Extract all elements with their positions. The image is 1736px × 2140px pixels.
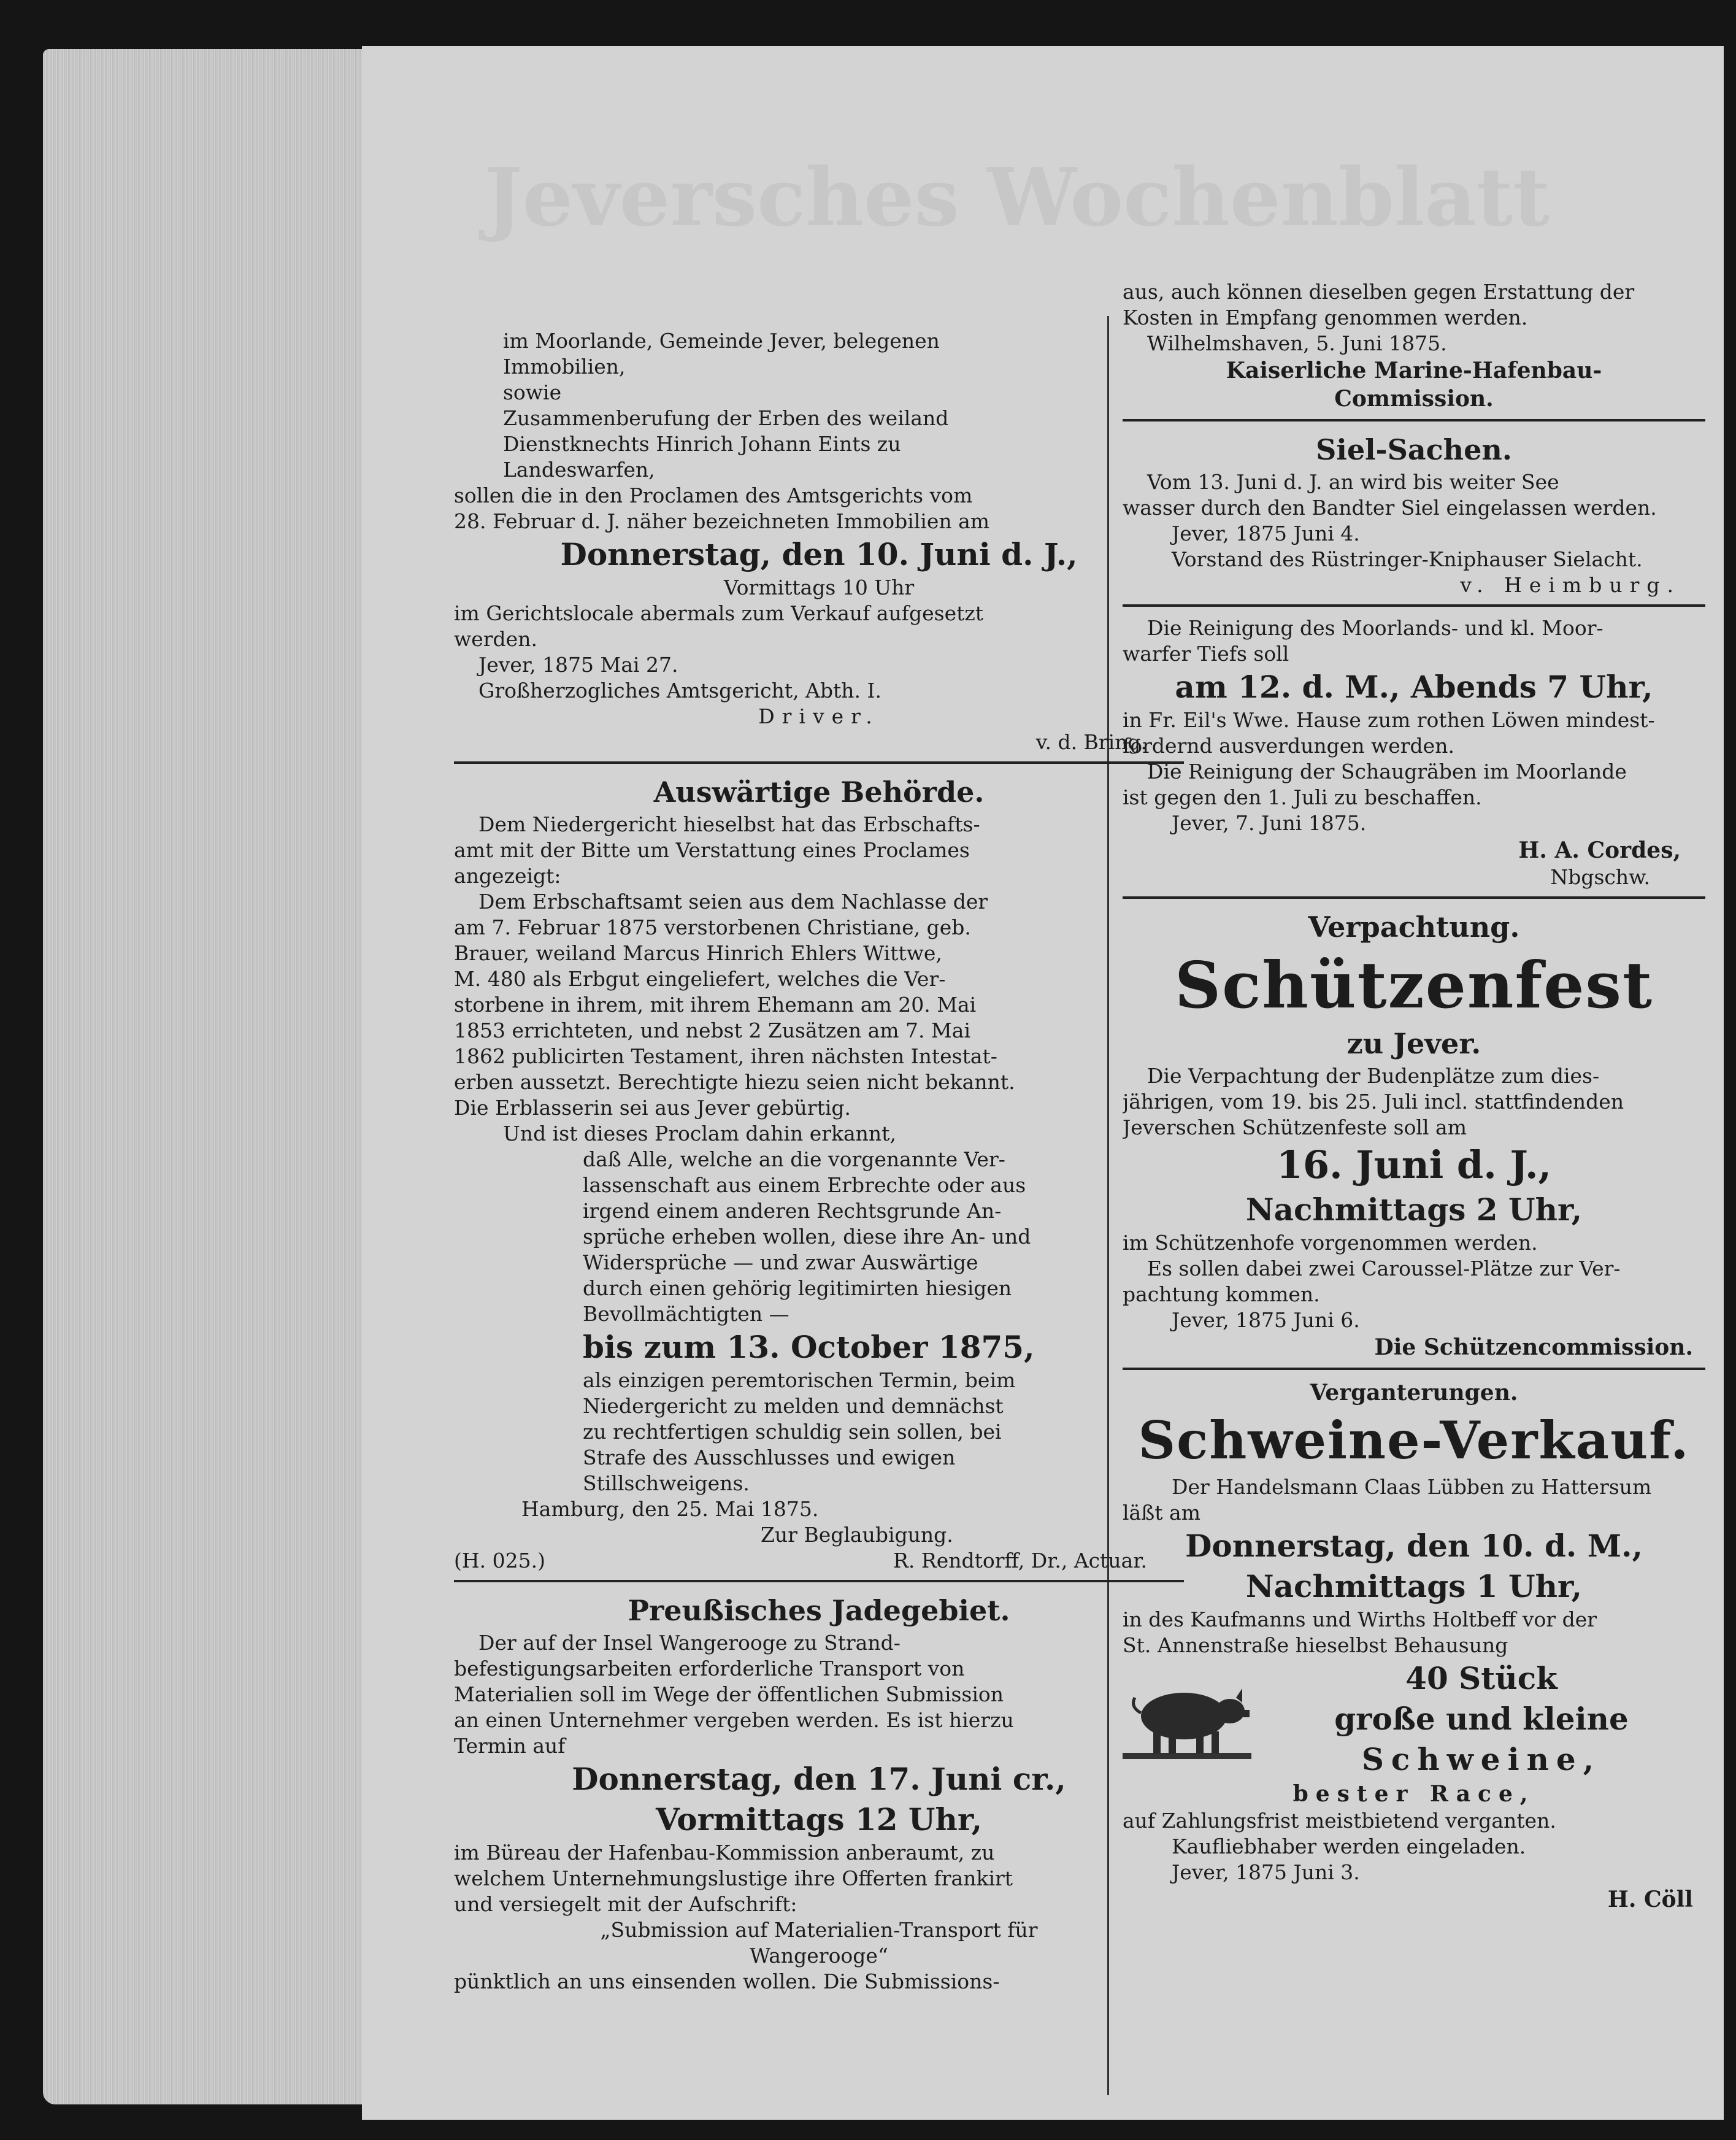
text-line: befestigungsarbeiten erforderliche Transport von (454, 1657, 965, 1680)
signer: Die Schützencommission. (1374, 1334, 1693, 1360)
section-rule (1123, 419, 1705, 421)
text-line: Immobilien, (503, 355, 626, 379)
auction-date: Donnerstag, den 10. Juni d. J., (560, 536, 1078, 572)
text-line: Großherzogliches Amtsgericht, Abth. I. (478, 679, 882, 702)
text-line: Strafe des Ausschlusses und ewigen (583, 1445, 956, 1469)
section-heading: Siel-Sachen. (1316, 433, 1512, 466)
signer-title: Nbgschw. (1550, 865, 1650, 889)
text-line: Dem Niedergericht hieselbst hat das Erbschafts- (478, 812, 980, 836)
text-line: Die Verpachtung der Budenplätze zum dies- (1147, 1064, 1600, 1088)
text-line: angezeigt: (454, 864, 561, 888)
signer: v. Heimburg. (1460, 573, 1681, 597)
text-line: durch einen gehörig legitimirten hiesigen (583, 1276, 1012, 1300)
signer: R. Rendtorff, Dr., Actuar. (893, 1549, 1147, 1572)
text-line: im Gerichtslocale abermals zum Verkauf aufgesetzt (454, 601, 984, 625)
text-line: am 7. Februar 1875 verstorbenen Christiane, geb. (454, 915, 971, 939)
text-line: Materialien soll im Wege der öffentlichen Submission (454, 1682, 1004, 1706)
text-line: Zusammenberufung der Erben des weiland (503, 406, 949, 430)
text-line: Wilhelmshaven, 5. Juni 1875. (1147, 331, 1447, 355)
text-line: an einen Unternehmer vergeben werden. Es ist hierzu (454, 1708, 1014, 1732)
text-line: Jever, 1875 Mai 27. (478, 653, 678, 677)
section-rule (1123, 604, 1705, 607)
auction-time: Vormittags 12 Uhr, (656, 1801, 982, 1838)
text-line: Wangerooge“ (750, 1944, 888, 1968)
text-line: im Moorlande, Gemeinde Jever, belegenen (503, 329, 940, 353)
text-line: Jever, 1875 Juni 4. (1172, 522, 1360, 545)
signer: H. A. Cordes, (1518, 837, 1681, 863)
text-line: Es sollen dabei zwei Caroussel-Plätze zur Ver- (1147, 1257, 1621, 1280)
text-line: Vormittags 10 Uhr (723, 575, 915, 599)
ad-title: Schweine-Verkauf. (1138, 1410, 1690, 1471)
text-line: Vom 13. Juni d. J. an wird bis weiter See (1147, 470, 1559, 494)
text-line: Niedergericht zu melden und demnächst (583, 1394, 1004, 1418)
text-line: fordernd ausverdungen werden. (1123, 734, 1454, 758)
auction-date: 16. Juni d. J., (1276, 1142, 1552, 1187)
text-line: storbene in ihrem, mit ihrem Ehemann am 20. Mai (454, 993, 977, 1017)
text-line: Kosten in Empfang genommen werden. (1123, 306, 1528, 329)
text-line: M. 480 als Erbgut eingeliefert, welches die Ver- (454, 967, 946, 991)
text-line: erben aussetzt. Berechtigte hiezu seien nicht bekannt. (454, 1070, 1015, 1094)
section-heading: Verganterungen. (1310, 1380, 1518, 1406)
text-line: Landeswarfen, (503, 458, 655, 482)
newspaper-page (362, 46, 1724, 2120)
text-line: sprüche erheben wollen, diese ihre An- und (583, 1225, 1031, 1249)
text-line: 1862 publicirten Testament, ihren nächsten Intestat- (454, 1044, 997, 1068)
text-line: Jever, 1875 Juni 3. (1172, 1860, 1360, 1884)
text-line: Termin auf (454, 1734, 566, 1758)
pig-count: 40 Stück (1405, 1660, 1557, 1696)
text-line: Kaufliebhaber werden eingeladen. (1172, 1834, 1526, 1858)
text-line: 1853 errichteten, und nebst 2 Zusätzen am 7. Mai (454, 1018, 971, 1042)
text-line: in Fr. Eil's Wwe. Hause zum rothen Löwen mindest- (1123, 708, 1655, 732)
ad-subtitle: zu Jever. (1346, 1027, 1481, 1060)
text-line: und versiegelt mit der Aufschrift: (454, 1892, 797, 1916)
auction-date: Donnerstag, den 10. d. M., (1185, 1528, 1643, 1564)
text-line: warfer Tiefs soll (1123, 642, 1289, 666)
text-line: Jever, 7. Juni 1875. (1172, 811, 1367, 835)
text-line: irgend einem anderen Rechtsgrunde An- (583, 1199, 1002, 1223)
signature-row (454, 1548, 1184, 1574)
ad-title: Schützenfest (1174, 947, 1654, 1023)
deadline-date: bis zum 13. October 1875, (583, 1329, 1035, 1365)
text-line: im Schützenhofe vorgenommen werden. (1123, 1231, 1538, 1255)
bleed-through-masthead: Jeversches Wochenblatt (485, 150, 1550, 244)
section-rule (454, 761, 1184, 764)
text-line: Hamburg, den 25. Mai 1875. (521, 1497, 819, 1521)
auction-time: Nachmittags 2 Uhr, (1245, 1191, 1583, 1228)
text-line: „Submission auf Materialien-Transport für (600, 1918, 1038, 1942)
text-line: lassenschaft aus einem Erbrechte oder aus (583, 1173, 1026, 1197)
text-line: Die Reinigung des Moorlands- und kl. Moor- (1147, 616, 1603, 640)
signer: Commission. (1334, 386, 1494, 412)
auction-time: Nachmittags 1 Uhr, (1245, 1568, 1583, 1604)
text-line: werden. (454, 627, 537, 651)
text-line: amt mit der Bitte um Verstattung eines Proclames (454, 838, 970, 862)
text-line: ist gegen den 1. Juli zu beschaffen. (1123, 785, 1482, 809)
text-line: wasser durch den Bandter Siel eingelassen werden. (1123, 496, 1657, 520)
text-line: läßt am (1123, 1501, 1200, 1525)
right-column (1123, 279, 1705, 1914)
text-line: Die Erblasserin sei aus Jever gebürtig. (454, 1096, 851, 1120)
text-line: zu rechtfertigen schuldig sein sollen, bei (583, 1420, 1002, 1444)
text-line: Dem Erbschaftsamt seien aus dem Nachlasse der (478, 890, 988, 914)
text-line: Die Reinigung der Schaugräben im Moorlande (1147, 760, 1627, 783)
section-rule (454, 1580, 1184, 1582)
text-line: im Büreau der Hafenbau-Kommission anberaumt, zu (454, 1841, 995, 1865)
text-line: Brauer, weiland Marcus Hinrich Ehlers Wittwe, (454, 941, 942, 965)
text-line: Der auf der Insel Wangerooge zu Strand- (478, 1631, 901, 1655)
text-line: Und ist dieses Proclam dahin erkannt, (503, 1122, 896, 1145)
text-line: Stillschweigens. (583, 1471, 750, 1495)
pig-size: große und kleine (1334, 1701, 1629, 1737)
text-line: jährigen, vom 19. bis 25. Juli incl. stattfindenden (1123, 1090, 1624, 1114)
text-line: Widersprüche — und zwar Auswärtige (583, 1250, 978, 1274)
left-column (454, 328, 1184, 1995)
signer: Kaiserliche Marine-Hafenbau- (1226, 358, 1602, 383)
pig-illustration-icon (1123, 1667, 1251, 1771)
text-line: Bevollmächtigten — (583, 1302, 789, 1326)
signer: v. d. Bring. (1035, 730, 1147, 754)
text-line: Dienstknechts Hinrich Johann Eints zu (503, 432, 901, 456)
text-line: welchem Unternehmungslustige ihre Offerten frankirt (454, 1866, 1013, 1890)
section-rule (1123, 896, 1705, 899)
book-page-edges (43, 49, 368, 2104)
text-line: auf Zahlungsfrist meistbietend verganten. (1123, 1809, 1556, 1833)
section-heading: Preußisches Jadegebiet. (628, 1594, 1010, 1627)
text-line: daß Alle, welche an die vorgenannte Ver- (583, 1147, 1005, 1171)
pig-ad-block (1123, 1658, 1705, 1780)
text-line: aus, auch können dieselben gegen Erstattung der (1123, 280, 1635, 304)
reference-code: (H. 025.) (454, 1549, 545, 1572)
text-line: 28. Februar d. J. näher bezeichneten Immobilien am (454, 509, 990, 533)
auction-date: Donnerstag, den 17. Juni cr., (572, 1761, 1066, 1797)
text-line: pünktlich an uns einsenden wollen. Die Submissions- (454, 1969, 1000, 1993)
text-line: St. Annenstraße hieselbst Behausung (1123, 1633, 1508, 1657)
text-line: sollen die in den Proclamen des Amtsgerichts vom (454, 483, 973, 507)
text-line: pachtung kommen. (1123, 1282, 1320, 1306)
signer: H. Cöll (1607, 1887, 1693, 1912)
pig-breed: bester Race, (1292, 1781, 1535, 1807)
text-line: Jeverschen Schützenfeste soll am (1123, 1115, 1467, 1139)
text-line: als einzigen peremtorischen Termin, beim (583, 1368, 1016, 1392)
meeting-date: am 12. d. M., Abends 7 Uhr, (1175, 669, 1653, 705)
text-line: Vorstand des Rüstringer-Kniphauser Sielacht. (1172, 547, 1643, 571)
text-line: Jever, 1875 Juni 6. (1172, 1308, 1360, 1332)
text-line: sowie (503, 380, 562, 404)
text-line: in des Kaufmanns und Wirths Holtbeff vor der (1123, 1607, 1597, 1631)
signer: Driver. (758, 704, 880, 728)
pig-label: Schweine, (1361, 1741, 1602, 1777)
section-rule (1123, 1368, 1705, 1370)
text-line: Zur Beglaubigung. (761, 1523, 953, 1547)
section-heading: Auswärtige Behörde. (653, 776, 985, 809)
section-heading: Verpachtung. (1308, 910, 1520, 944)
text-line: Der Handelsmann Claas Lübben zu Hattersum (1172, 1475, 1652, 1499)
